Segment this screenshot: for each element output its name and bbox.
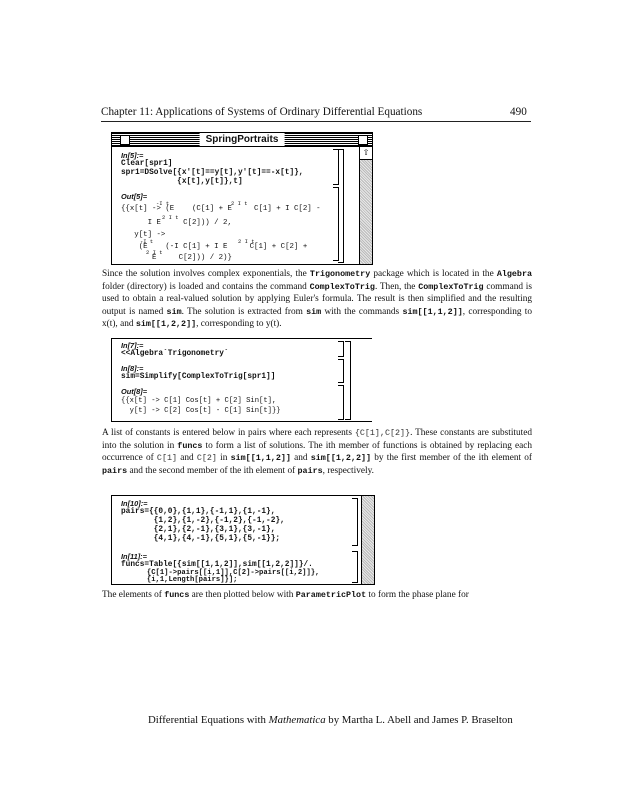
code-line: Clear[spr1] — [121, 160, 173, 168]
exponent: -I t — [140, 238, 154, 245]
cell-bracket[interactable] — [352, 551, 358, 583]
exponent: 2 I t — [146, 249, 163, 256]
cell-bracket[interactable] — [338, 341, 344, 357]
inline-code: funcs — [177, 440, 203, 451]
inline-code: sim[[1,1,2]] — [230, 453, 291, 464]
text: and — [177, 453, 197, 464]
code-line: sim=Simplify[ComplexToTrig[spr1]] — [121, 373, 276, 381]
header-rule — [101, 121, 531, 122]
text: and the second member of the ith element of — [127, 465, 298, 476]
window-title-bar[interactable] — [112, 133, 372, 147]
text: The elements of — [102, 590, 165, 600]
notebook-window-trig — [111, 338, 372, 422]
page-number: 490 — [510, 106, 527, 118]
code-line: {i,1,Length[pairs]}]; — [121, 576, 238, 584]
vertical-scrollbar[interactable] — [361, 496, 374, 584]
text: , corresponding to x(t), and — [102, 306, 533, 330]
page-footer — [148, 714, 513, 726]
input-label: In[10]:= — [121, 499, 148, 508]
text: Differential Equations with — [148, 714, 269, 726]
text: , respectively. — [322, 465, 374, 476]
inline-code: pairs — [102, 465, 128, 476]
inline-code: pairs — [297, 465, 323, 476]
paragraph-trigonometry — [102, 268, 532, 331]
text: . These constants are substituted into the solution in — [102, 428, 532, 451]
text: by the first member of the ith element of — [371, 453, 532, 464]
text: in — [216, 453, 231, 464]
input-label: In[7]:= — [121, 341, 144, 350]
zoom-box-icon[interactable] — [358, 135, 368, 145]
text: are then plotted below with — [189, 590, 296, 600]
output-label: Out[5]= — [121, 192, 148, 201]
notebook-window-springportraits — [111, 132, 373, 265]
text: to form the phase plane for — [366, 590, 469, 600]
vertical-scrollbar[interactable] — [359, 147, 372, 264]
output-line: E C[2])) / 2)} — [121, 254, 232, 262]
close-box-icon[interactable] — [120, 135, 130, 145]
inline-code: Algebra — [496, 269, 532, 279]
output-line: (E (-I C[1] + I E C[1] + C[2] + — [121, 243, 308, 251]
cell-bracket[interactable] — [352, 498, 358, 546]
output-line: {{x[t] -> (E (C[1] + E C[1] + I C[2] - — [121, 205, 321, 213]
inline-code: {C[1],C[2]} — [354, 428, 411, 438]
cell-bracket[interactable] — [338, 385, 344, 420]
input-label: In[11]:= — [121, 552, 147, 561]
paragraph-constants — [102, 427, 532, 477]
output-label: Out[8]= — [121, 387, 148, 396]
text: A list of constants is entered below in pairs where each represents — [102, 428, 355, 438]
input-label: In[8]:= — [121, 364, 144, 373]
text: to form a list of solutions. The ith member of functions is obtained by replacing each occurrence of — [102, 440, 532, 464]
text: and — [290, 453, 311, 464]
output-line: y[t] -> — [121, 231, 166, 239]
code-line: <<Algebra`Trigonometry` — [121, 350, 229, 358]
notebook-window-pairs — [111, 495, 375, 585]
input-label: In[5]:= — [121, 151, 144, 160]
code-line: {C[1]->pairs[[i,1]],C[2]->pairs[[i,2]]}, — [121, 569, 320, 577]
exponent: 2 I t — [238, 238, 255, 245]
text: package which is located in the — [370, 269, 497, 279]
text: . The solution is extracted from — [181, 306, 307, 317]
text: . Then, the — [374, 281, 419, 292]
inline-code: Trigonometry — [309, 269, 371, 279]
code-line: {1,2},{1,-2},{-1,2},{-1,-2}, — [121, 517, 285, 525]
text: Since the solution involves complex exponentials, the — [102, 269, 310, 279]
output-line: y[t] -> C[2] Cos[t] - C[1] Sin[t]}} — [121, 407, 281, 415]
text: command is used to obtain a real-valued solution by applying Euler's formula. The result is then simplified and the resulting output is named — [102, 281, 532, 317]
output-line: I E C[2])) / 2, — [121, 219, 232, 227]
code-line: spr1=DSolve[{x'[t]==y[t],y'[t]==-x[t]}, — [121, 169, 304, 177]
code-line: {4,1},{4,-1},{5,1},{5,-1}}; — [121, 535, 281, 543]
cell-bracket-group[interactable] — [345, 341, 351, 420]
inline-code: sim — [166, 306, 182, 317]
inline-code: sim[[1,2,2]] — [135, 319, 197, 330]
inline-code: sim — [306, 306, 322, 317]
code-line: pairs={{0,0},{1,1},{-1,1},{1,-1}, — [121, 508, 276, 516]
text: , corresponding to y(t). — [196, 319, 282, 330]
inline-code: sim[[1,2,2]] — [310, 453, 372, 464]
inline-code: C[2] — [196, 453, 217, 464]
text: folder (directory) is loaded and contains the command — [102, 281, 310, 292]
cell-bracket-input[interactable] — [333, 149, 339, 185]
exponent: 2 I t — [162, 214, 179, 221]
inline-code: sim[[1,1,2]] — [402, 306, 463, 317]
exponent: -I t — [156, 200, 170, 207]
output-line: {{x[t] -> C[1] Cos[t] + C[2] Sin[t], — [121, 397, 277, 405]
chapter-heading: Chapter 11: Applications of Systems of Ordinary Differential Equations — [101, 106, 423, 118]
text: by Martha L. Abell and James P. Braselton — [325, 714, 513, 726]
paragraph-plot — [102, 589, 532, 602]
cell-bracket[interactable] — [338, 359, 344, 383]
inline-code: ComplexToTrig — [418, 281, 484, 292]
text: with the commands — [321, 306, 403, 317]
cell-bracket-output[interactable] — [333, 187, 339, 261]
inline-code: ParametricPlot — [295, 590, 367, 600]
code-line: {2,1},{2,-1},{3,1},{3,-1}, — [121, 526, 276, 534]
code-line: funcs=Table[{sim[[1,1,2]],sim[[1,2,2]]}/. — [121, 561, 313, 569]
text: Mathematica — [268, 714, 326, 726]
inline-code: funcs — [164, 590, 190, 600]
inline-code: ComplexToTrig — [309, 281, 375, 292]
inline-code: C[1] — [156, 453, 178, 464]
window-title: SpringPortraits — [200, 133, 285, 146]
scroll-up-arrow-icon[interactable]: ⇧ — [359, 147, 372, 160]
exponent: 2 I t — [231, 200, 248, 207]
code-line: {x[t],y[t]},t] — [121, 178, 243, 186]
